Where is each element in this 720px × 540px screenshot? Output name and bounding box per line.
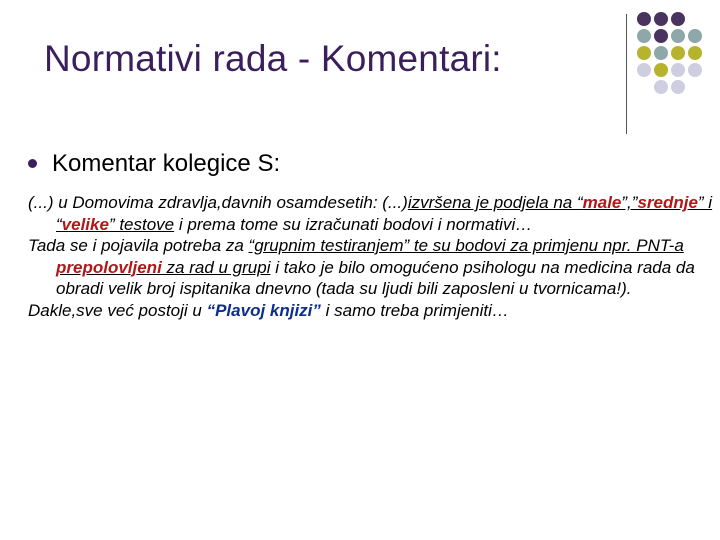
p1-text: (...) u Domovima zdravlja,davnih osamdesetih: (...) xyxy=(28,193,408,212)
decorative-dot xyxy=(654,29,668,43)
decorative-dot xyxy=(688,29,702,43)
decorative-dot xyxy=(688,46,702,60)
slide-title: Normativi rada - Komentari: xyxy=(44,38,502,79)
decorative-dot xyxy=(637,63,651,77)
p1-text: i prema tome su izračunati bodovi i normativi… xyxy=(174,214,533,234)
p2-text-underlined: “grupnim testiranjem” te su bodovi za primjenu npr. PNT-a xyxy=(248,236,684,255)
p1-quote: ”,” xyxy=(621,193,638,212)
paragraph-3 xyxy=(28,300,714,322)
decorative-dot xyxy=(654,46,668,60)
emphasis-velike: velike xyxy=(61,214,109,234)
emphasis-srednje: srednje xyxy=(637,193,698,212)
bullet-dot-icon xyxy=(28,159,37,168)
emphasis-male: male xyxy=(582,193,622,212)
decorative-dot xyxy=(671,80,685,94)
emphasis-plava-knjiga: “Plavoj knjizi” xyxy=(206,300,321,320)
decorative-dot xyxy=(654,63,668,77)
p1-text-underlined: izvršena je podjela na “ xyxy=(407,193,583,212)
emphasis-prepolovljeni: prepolovljeni xyxy=(56,257,162,277)
decorative-dot xyxy=(671,12,685,26)
p3-text: i samo treba primjeniti… xyxy=(320,300,509,320)
decorative-dot xyxy=(688,63,702,77)
bullet-text: Komentar kolegice S: xyxy=(52,150,281,177)
decorative-dot xyxy=(637,46,651,60)
paragraph-2 xyxy=(28,235,714,300)
p3-text: Dakle,sve već postoji u xyxy=(28,300,207,320)
decorative-dot xyxy=(671,29,685,43)
slide-body xyxy=(28,192,714,321)
decorative-dot xyxy=(654,12,668,26)
p2-text: Tada se i pojavila potreba za xyxy=(28,236,249,255)
decorative-dot xyxy=(637,12,651,26)
decorative-dot xyxy=(654,80,668,94)
p1-quote: ” i “ xyxy=(56,193,713,234)
decorative-dot xyxy=(671,46,685,60)
p2-text: i tako je bilo omogućeno psihologu na medicina rada da obradi velik broj ispitanika dnevno (tada su ljudi bili zaposleni u tvornicama!). xyxy=(56,257,695,298)
decorative-dot xyxy=(637,29,651,43)
p1-text-underlined: ” testove xyxy=(108,214,175,234)
paragraph-1 xyxy=(28,192,714,235)
p2-text-underlined: za rad u grupi xyxy=(161,257,271,277)
decorative-divider xyxy=(626,14,627,134)
decorative-dot xyxy=(671,63,685,77)
